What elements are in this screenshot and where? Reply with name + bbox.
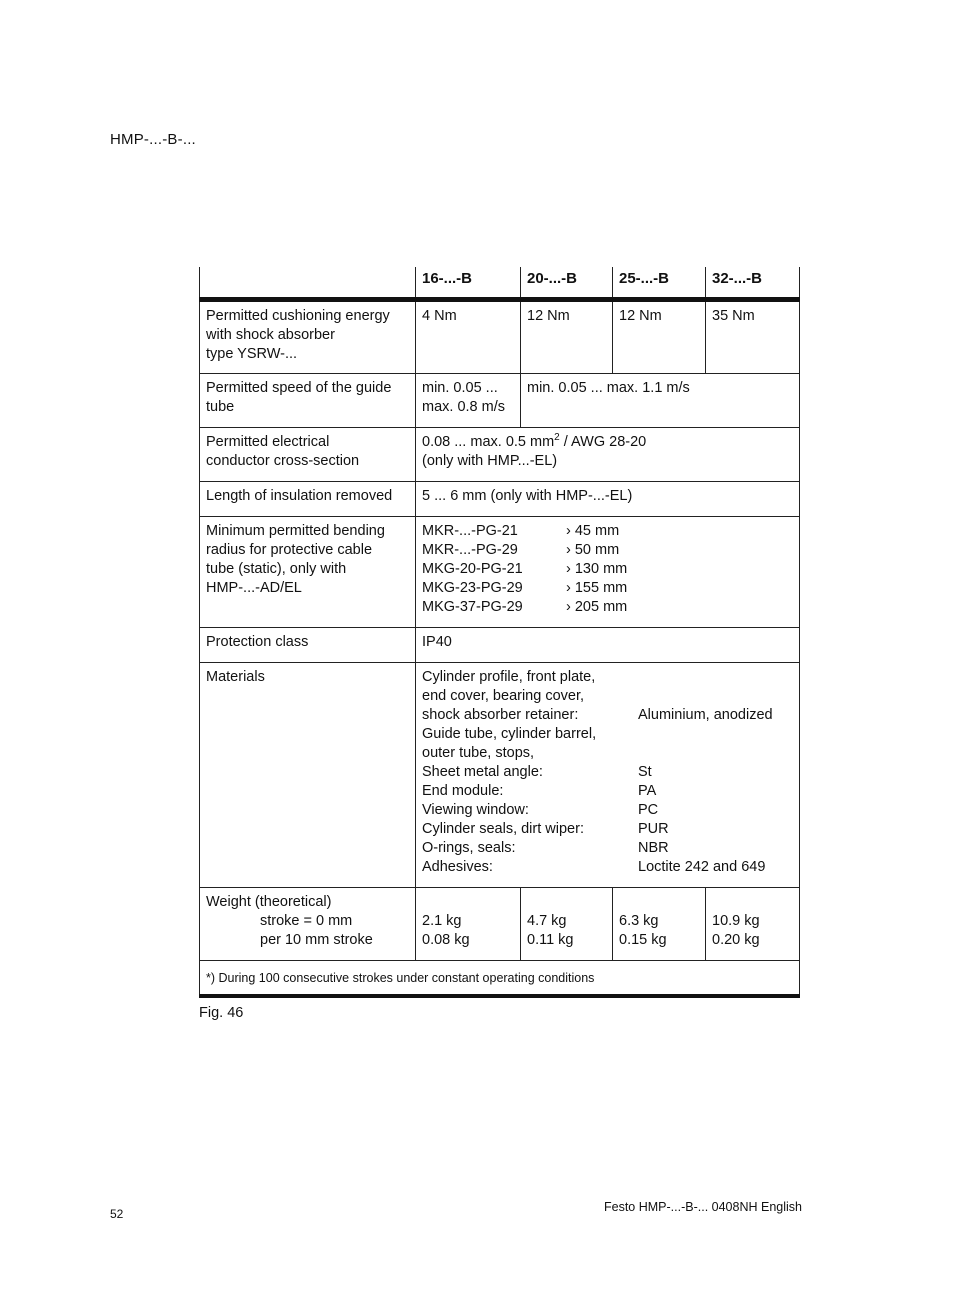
page-header-title: HMP-...-B-... [110,131,196,148]
value-cell [521,888,613,961]
weight-per10: 0.11 kg [527,932,574,948]
material-value: NBR [638,840,669,856]
value-cell [416,888,521,961]
table-footnote: *) During 100 consecutive strokes under constant operating conditions [200,961,800,997]
tube-type: MKG-23-PG-29 [422,580,523,596]
row-materials [200,663,800,888]
value-cell [416,517,800,628]
material-part: outer tube, stops, [422,745,535,761]
label-line: Minimum permitted bending [206,523,385,539]
material-part: Cylinder profile, front plate, [422,669,596,685]
material-part: Guide tube, cylinder barrel, [422,726,597,742]
label-line: Permitted cushioning energy [206,308,390,324]
material-part: O-rings, seals: [422,840,516,856]
value-line: (only with HMP...-EL) [422,453,558,469]
material-value [638,687,793,706]
weight-per10: 0.15 kg [619,932,667,948]
bend-radius: › 50 mm [566,542,620,558]
label-line: per 10 mm stroke [260,932,373,948]
value-line: min. 0.05 ... [422,380,498,396]
row-label [200,517,416,628]
spacer-line [619,893,699,912]
label-line: tube (static), only with [206,561,347,577]
label-line: Permitted electrical [206,434,330,450]
technical-data-table [199,267,800,998]
label-line: Weight (theoretical) [206,894,332,910]
label-line: with shock absorber [206,327,335,343]
material-part: Cylinder seals, dirt wiper: [422,821,584,837]
material-part: end cover, bearing cover, [422,688,585,704]
row-label: Protection class [200,628,416,663]
material-value: Aluminium, anodized [638,707,773,723]
value-cell: 4 Nm [416,300,521,374]
spacer-line [712,893,793,912]
bend-radius: › 130 mm [566,561,628,577]
figure-caption: Fig. 46 [199,1005,244,1021]
tube-type: MKR-...-PG-29 [422,542,518,558]
bend-radius: › 45 mm [566,523,620,539]
value-cell: IP40 [416,628,800,663]
weight-stroke0: 2.1 kg [422,913,462,929]
material-part: End module: [422,783,504,799]
label-line: HMP-...-AD/EL [206,580,302,596]
value-cell: 35 Nm [706,300,800,374]
bending-radius-list [422,522,793,617]
value-cell [416,428,800,482]
spacer-line [527,893,606,912]
material-value: PA [638,783,657,799]
column-header-20: 20-...-B [521,267,613,300]
table-footnote-row [200,961,800,997]
value-text: / AWG 28-20 [559,434,647,450]
label-line: stroke = 0 mm [260,913,353,929]
material-part: Adhesives: [422,859,493,875]
label-line: Permitted speed of the guide [206,380,392,396]
footer-document-id: Festo HMP-...-B-... 0408NH English [604,1200,802,1214]
row-label: Length of insulation removed [200,482,416,517]
material-value: PUR [638,821,669,837]
tube-type: MKR-...-PG-21 [422,523,518,539]
row-conductor-cross-section [200,428,800,482]
material-part: shock absorber retainer: [422,707,579,723]
material-value [638,725,793,744]
label-line: radius for protective cable [206,542,373,558]
page-number: 52 [110,1207,124,1221]
value-cell [416,663,800,888]
row-bending-radius [200,517,800,628]
row-label: Materials [200,663,416,888]
label-line: tube [206,399,235,415]
label-line: type YSRW-... [206,346,298,362]
value-line [422,433,793,452]
material-value [638,668,793,687]
column-header-16: 16-...-B [416,267,521,300]
table-header-row [200,267,800,300]
spacer-line [422,893,514,912]
column-header-25: 25-...-B [613,267,706,300]
material-value: Loctite 242 and 649 [638,859,766,875]
weight-stroke0: 10.9 kg [712,913,760,929]
row-label [200,428,416,482]
column-header-32: 32-...-B [706,267,800,300]
weight-per10: 0.20 kg [712,932,760,948]
row-label [200,888,416,961]
row-protection-class [200,628,800,663]
material-value [638,744,793,763]
material-part: Viewing window: [422,802,529,818]
row-label [200,300,416,374]
label-line: conductor cross-section [206,453,360,469]
material-value: St [638,764,652,780]
value-line: max. 0.8 m/s [422,399,505,415]
materials-list [422,668,793,877]
material-part: Sheet metal angle: [422,764,543,780]
weight-stroke0: 4.7 kg [527,913,567,929]
row-label [200,374,416,428]
tube-type: MKG-20-PG-21 [422,561,523,577]
value-cell: 12 Nm [521,300,613,374]
header-blank-cell [200,267,416,300]
row-weight [200,888,800,961]
value-cell: 5 ... 6 mm (only with HMP-...-EL) [416,482,800,517]
row-guide-speed [200,374,800,428]
bend-radius: › 205 mm [566,599,628,615]
value-cell: min. 0.05 ... max. 1.1 m/s [521,374,800,428]
value-cell [706,888,800,961]
weight-per10: 0.08 kg [422,932,470,948]
tube-type: MKG-37-PG-29 [422,599,523,615]
bend-radius: › 155 mm [566,580,628,596]
material-value: PC [638,802,659,818]
row-cushioning-energy [200,300,800,374]
value-cell [416,374,521,428]
value-cell: 12 Nm [613,300,706,374]
row-insulation-length [200,482,800,517]
weight-stroke0: 6.3 kg [619,913,659,929]
value-cell [613,888,706,961]
superscript: 2 [554,432,560,443]
value-text: 0.08 ... max. 0.5 mm [422,434,555,450]
